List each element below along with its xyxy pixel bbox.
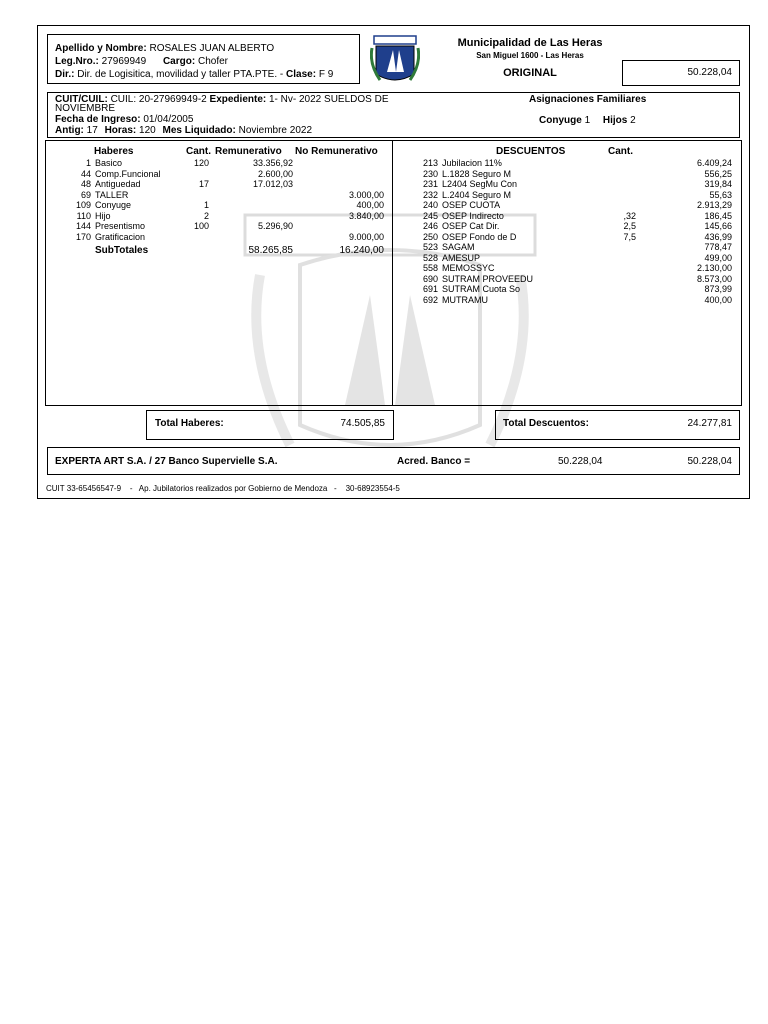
descuento-desc: MEMOSSYC: [442, 263, 495, 273]
antig-label: Antig:: [55, 125, 84, 136]
descuento-desc: SUTRAM Cuota So: [442, 284, 521, 294]
descuento-code: 250: [422, 231, 438, 242]
descuentos-cant-header: Cant.: [608, 146, 633, 157]
haberes-header: Haberes: [94, 146, 134, 157]
haber-norem: 3.840,00: [348, 210, 384, 221]
haber-norem: [305, 169, 384, 180]
descuento-code: 231: [422, 179, 438, 189]
haber-norem: 400,00: [356, 200, 384, 210]
clase-label: Clase:: [286, 69, 317, 80]
descuento-amount: 55,63: [709, 189, 732, 200]
no-remunerativo-header: No Remunerativo: [295, 146, 378, 157]
cargo-label: Cargo:: [162, 56, 196, 67]
copy-label: ORIGINAL: [503, 67, 557, 79]
haber-rem: [213, 211, 293, 222]
municipality-crest-icon: [370, 34, 420, 86]
descuento-amount: 436,99: [704, 231, 732, 242]
table-divider: [392, 140, 393, 406]
haber-rem: [213, 190, 293, 201]
descuento-amount: 778,47: [704, 242, 732, 252]
descuento-cant: [600, 253, 636, 264]
descuento-code: 245: [422, 210, 438, 221]
descuento-desc: OSEP Fondo de D: [442, 231, 517, 242]
descuento-amount: 319,84: [704, 179, 732, 189]
haber-code: 1: [85, 158, 91, 168]
haber-code: 109: [75, 200, 91, 210]
descuento-cant: [600, 263, 636, 274]
descuento-code: 213: [422, 158, 438, 168]
descuentos-header: DESCUENTOS: [496, 146, 566, 157]
descuento-code: 690: [422, 273, 438, 284]
haber-desc: Presentismo: [95, 221, 146, 231]
descuento-code: 230: [422, 168, 438, 179]
employee-leg-line: [55, 56, 228, 67]
detail-table: [45, 140, 742, 406]
mes-value: Noviembre 2022: [238, 125, 313, 136]
descuento-desc: OSEP CUOTA: [442, 200, 501, 210]
descuento-desc: SUTRAM PROVEEDU: [442, 273, 534, 284]
descuento-cant: [600, 284, 636, 295]
descuento-code: 528: [422, 252, 438, 263]
haber-cant: [170, 190, 209, 201]
haber-cant: [170, 169, 209, 180]
descuento-cant: [600, 169, 636, 180]
employee-name-line: [55, 43, 274, 54]
cuit-label: CUIT/CUIL:: [55, 94, 108, 105]
descuento-cant: [600, 200, 636, 211]
descuento-amount: 6.409,24: [696, 158, 732, 168]
ingreso-label: Fecha de Ingreso:: [55, 114, 141, 125]
subtotal-rem: 58.265,85: [248, 245, 293, 256]
haber-rem: 17.012,03: [252, 179, 293, 189]
haber-cant: 120: [193, 158, 209, 168]
descuento-code: 523: [422, 242, 438, 252]
haber-desc: Gratificacion: [95, 231, 146, 242]
descuento-desc: L.1828 Seguro M: [442, 168, 512, 179]
cuit-value: CUIL: 20-27969949-2: [110, 94, 207, 105]
descuento-desc: L.2404 Seguro M: [442, 189, 512, 200]
footer-text: CUIT 33-65456547-9 - Ap. Jubilatorios realizados por Gobierno de Mendoza - 30-68923554-5: [46, 484, 400, 493]
leg-label: Leg.Nro.:: [55, 56, 99, 67]
descuento-desc: OSEP Cat Dir.: [442, 221, 500, 231]
remunerativo-header: Remunerativo: [215, 146, 282, 157]
mes-label: Mes Liquidado:: [162, 125, 236, 136]
total-descuentos-value: 24.277,81: [687, 418, 732, 429]
haberes-cant-header: Cant.: [186, 146, 211, 157]
net-amount: 50.228,04: [687, 67, 732, 78]
descuento-amount: 873,99: [704, 284, 732, 294]
hijos-value: 2: [630, 115, 636, 126]
descuento-cant: [600, 190, 636, 201]
hijos-label: Hijos: [602, 115, 628, 126]
descuento-cant: 7,5: [623, 231, 636, 242]
descuento-code: 232: [422, 189, 438, 200]
descuento-desc: Jubilacion 11%: [442, 158, 502, 168]
descuento-cant: [600, 295, 636, 306]
descuento-code: 240: [422, 200, 438, 210]
descuento-amount: 2.913,29: [696, 200, 732, 210]
haber-cant: 17: [198, 179, 209, 189]
haber-desc: Hijo: [95, 210, 111, 221]
conyuge-value: 1: [584, 115, 591, 126]
subtotal-label: SubTotales: [95, 245, 149, 256]
descuento-amount: 556,25: [704, 168, 732, 179]
descuento-code: 692: [422, 294, 438, 305]
haber-rem: 33.356,92: [252, 158, 293, 168]
employee-name: ROSALES JUAN ALBERTO: [149, 43, 275, 54]
haber-norem: [305, 179, 384, 190]
haber-desc: Basico: [95, 158, 123, 168]
haber-desc: Conyuge: [95, 200, 132, 210]
haber-norem: [305, 158, 384, 169]
descuento-cant: [600, 179, 636, 190]
family-line: [539, 115, 636, 126]
haber-cant: 1: [203, 200, 209, 210]
haber-norem: 3.000,00: [348, 189, 384, 200]
horas-label: Horas:: [104, 125, 137, 136]
ingreso-value: 01/04/2005: [143, 114, 194, 125]
horas-value: 120: [139, 125, 156, 136]
haber-cant: 100: [193, 221, 209, 231]
haber-cant: [170, 232, 209, 243]
haber-norem: [305, 221, 384, 232]
antig-line: [55, 126, 312, 136]
haber-desc: Comp.Funcional: [95, 168, 161, 179]
descuento-amount: 186,45: [704, 210, 732, 221]
descuento-desc: AMESUP: [442, 252, 481, 263]
expediente-value: 1- Nv- 2022 SUELDOS DE: [269, 94, 389, 105]
descuento-amount: 499,00: [704, 252, 732, 263]
acred-label: Acred. Banco =: [397, 456, 471, 467]
haber-norem: 9.000,00: [348, 231, 384, 242]
asignaciones-title: Asignaciones Familiares: [529, 94, 647, 105]
descuento-desc: OSEP Indirecto: [442, 210, 504, 221]
haber-code: 170: [75, 231, 91, 242]
acred-amount: 50.228,04: [558, 456, 603, 467]
haber-rem: 2.600,00: [257, 168, 293, 179]
ingreso-line: [55, 115, 193, 125]
descuento-amount: 2.130,00: [696, 263, 732, 273]
antig-value: 17: [86, 125, 98, 136]
total-haberes-label: Total Haberes:: [155, 418, 224, 429]
employee-dir-line: [55, 69, 333, 80]
haber-desc: TALLER: [95, 189, 129, 200]
municipality-name: Municipalidad de Las Heras: [457, 37, 603, 49]
cargo-value: Chofer: [197, 56, 228, 67]
dir-label: Dir.:: [55, 69, 75, 80]
descuento-cant: [600, 158, 636, 169]
descuento-cant: [600, 242, 636, 253]
acred-total: 50.228,04: [687, 456, 732, 467]
descuento-cant: [600, 274, 636, 285]
haber-code: 44: [80, 168, 91, 179]
haber-rem: [213, 200, 293, 211]
haber-rem: [213, 232, 293, 243]
descuento-code: 691: [422, 284, 438, 294]
haber-code: 69: [80, 189, 91, 200]
expediente-label: Expediente:: [209, 94, 267, 105]
municipality-address: San Miguel 1600 - Las Heras: [476, 51, 584, 60]
clase-value: F 9: [318, 69, 334, 80]
descuento-desc: L2404 SegMu Con: [442, 179, 518, 189]
descuento-amount: 400,00: [704, 294, 732, 305]
descuento-code: 558: [422, 263, 438, 273]
subtotal-norem: 16.240,00: [339, 245, 384, 256]
descuento-amount: 145,66: [704, 221, 732, 231]
name-label: Apellido y Nombre:: [55, 43, 147, 54]
haber-cant: 2: [203, 210, 209, 221]
descuento-amount: 8.573,00: [696, 273, 732, 284]
total-descuentos-label: Total Descuentos:: [503, 418, 589, 429]
art-bank-text: EXPERTA ART S.A. / 27 Banco Supervielle S.A.: [55, 456, 278, 467]
descuento-desc: MUTRAMU: [442, 294, 488, 305]
dir-value: Dir. de Logisitica, movilidad y taller PTA.PTE. -: [77, 69, 284, 80]
leg-number: 27969949: [101, 56, 147, 67]
descuento-cant: 2,5: [623, 221, 636, 231]
haber-rem: 5.296,90: [257, 221, 293, 231]
total-haberes-value: 74.505,85: [340, 418, 385, 429]
descuento-cant: ,32: [623, 210, 636, 221]
haber-code: 48: [80, 179, 91, 189]
descuento-code: 246: [422, 221, 438, 231]
haber-code: 110: [76, 210, 91, 221]
haber-code: 144: [75, 221, 91, 231]
expediente-cont: NOVIEMBRE: [55, 103, 116, 114]
haber-desc: Antiguedad: [95, 179, 141, 189]
conyuge-label: Conyuge: [539, 115, 582, 126]
descuento-desc: SAGAM: [442, 242, 475, 252]
